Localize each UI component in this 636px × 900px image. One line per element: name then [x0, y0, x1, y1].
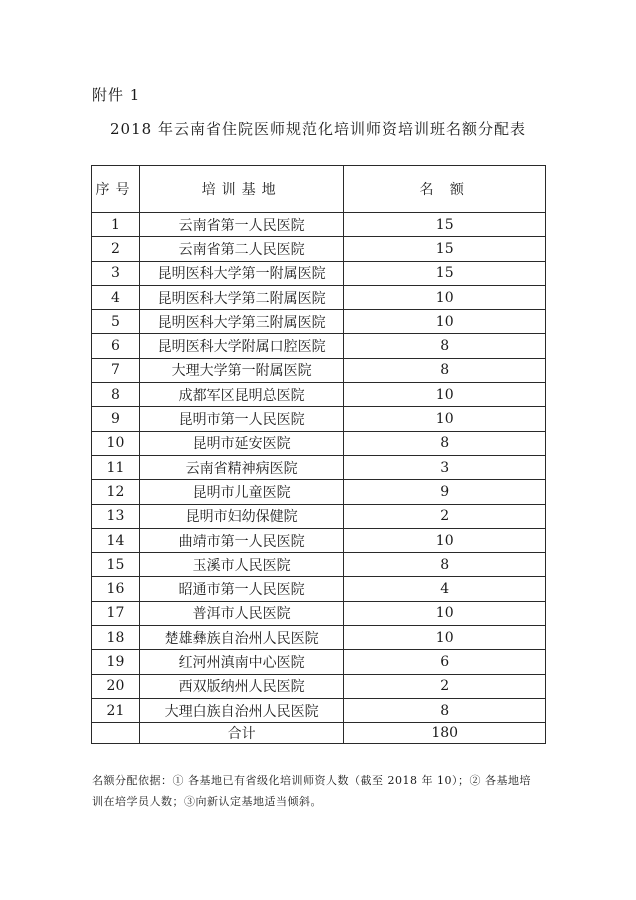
row-serial: 10 [92, 431, 140, 455]
row-quota: 2 [344, 674, 546, 698]
table-header-row [92, 166, 546, 213]
row-base: 云南省第二人民医院 [139, 237, 344, 261]
table-row [92, 334, 546, 358]
header-quota: 名 额 [344, 166, 546, 213]
row-base: 红河州滇南中心医院 [139, 650, 344, 674]
table-row [92, 285, 546, 309]
row-serial: 5 [92, 310, 140, 334]
table-row [92, 650, 546, 674]
row-base: 大理大学第一附属医院 [139, 358, 344, 382]
row-serial: 1 [92, 213, 140, 237]
row-quota: 10 [344, 528, 546, 552]
allocation-notes [92, 770, 552, 812]
row-quota: 10 [344, 310, 546, 334]
row-base: 昆明医科大学第二附属医院 [139, 285, 344, 309]
row-serial: 17 [92, 601, 140, 625]
row-quota: 10 [344, 383, 546, 407]
attachment-label: 附件 1 [92, 86, 141, 104]
row-quota: 10 [344, 601, 546, 625]
row-base: 昆明市延安医院 [139, 431, 344, 455]
table-row [92, 698, 546, 722]
row-quota: 10 [344, 626, 546, 650]
table-row [92, 383, 546, 407]
table-row [92, 213, 546, 237]
row-serial: 21 [92, 698, 140, 722]
row-base: 云南省第一人民医院 [139, 213, 344, 237]
table-row [92, 431, 546, 455]
row-serial: 14 [92, 528, 140, 552]
row-quota: 8 [344, 358, 546, 382]
table-row [92, 455, 546, 479]
row-serial: 19 [92, 650, 140, 674]
row-base: 昆明医科大学第三附属医院 [139, 310, 344, 334]
table-row [92, 261, 546, 285]
row-base: 昆明市儿童医院 [139, 480, 344, 504]
row-quota: 3 [344, 455, 546, 479]
row-serial: 3 [92, 261, 140, 285]
row-base: 西双版纳州人民医院 [139, 674, 344, 698]
row-quota: 8 [344, 431, 546, 455]
row-quota: 9 [344, 480, 546, 504]
table-row [92, 480, 546, 504]
row-quota: 8 [344, 698, 546, 722]
row-serial: 2 [92, 237, 140, 261]
table-body [92, 213, 546, 723]
row-quota: 15 [344, 213, 546, 237]
quota-table [91, 165, 546, 744]
total-label: 合计 [139, 723, 344, 744]
row-base: 普洱市人民医院 [139, 601, 344, 625]
table-row [92, 310, 546, 334]
row-serial: 15 [92, 553, 140, 577]
row-serial: 11 [92, 455, 140, 479]
table-row [92, 358, 546, 382]
table-row [92, 553, 546, 577]
header-base: 培训基地 [139, 166, 344, 213]
header-serial: 序号 [92, 166, 140, 213]
table-row [92, 674, 546, 698]
row-base: 云南省精神病医院 [139, 455, 344, 479]
row-quota: 2 [344, 504, 546, 528]
row-base: 昆明市妇幼保健院 [139, 504, 344, 528]
row-serial: 12 [92, 480, 140, 504]
table-row [92, 504, 546, 528]
row-base: 昆明医科大学附属口腔医院 [139, 334, 344, 358]
notes-line-1: 名额分配依据：① 各基地已有省级化培训师资人数（截至 2018 年 10）；② 各基地培 [92, 774, 531, 787]
row-serial: 4 [92, 285, 140, 309]
row-base: 昭通市第一人民医院 [139, 577, 344, 601]
document-title: 2018 年云南省住院医师规范化培训师资培训班名额分配表 [110, 120, 526, 138]
total-serial-cell [92, 723, 140, 744]
table-row [92, 601, 546, 625]
row-quota: 6 [344, 650, 546, 674]
row-base: 昆明市第一人民医院 [139, 407, 344, 431]
row-quota: 10 [344, 285, 546, 309]
table-row [92, 237, 546, 261]
row-serial: 13 [92, 504, 140, 528]
row-base: 曲靖市第一人民医院 [139, 528, 344, 552]
table-row [92, 577, 546, 601]
row-quota: 10 [344, 407, 546, 431]
total-value: 180 [344, 723, 546, 744]
row-base: 大理白族自治州人民医院 [139, 698, 344, 722]
row-base: 楚雄彝族自治州人民医院 [139, 626, 344, 650]
row-quota: 8 [344, 553, 546, 577]
row-base: 玉溪市人民医院 [139, 553, 344, 577]
row-base: 昆明医科大学第一附属医院 [139, 261, 344, 285]
table-row [92, 407, 546, 431]
row-serial: 8 [92, 383, 140, 407]
table-row [92, 528, 546, 552]
table-row [92, 626, 546, 650]
row-serial: 18 [92, 626, 140, 650]
row-base: 成都军区昆明总医院 [139, 383, 344, 407]
row-serial: 7 [92, 358, 140, 382]
row-quota: 15 [344, 261, 546, 285]
row-quota: 8 [344, 334, 546, 358]
row-serial: 9 [92, 407, 140, 431]
row-serial: 6 [92, 334, 140, 358]
notes-line-2: 训在培学员人数；③向新认定基地适当倾斜。 [92, 795, 322, 808]
row-quota: 4 [344, 577, 546, 601]
total-row [92, 723, 546, 744]
row-quota: 15 [344, 237, 546, 261]
row-serial: 16 [92, 577, 140, 601]
row-serial: 20 [92, 674, 140, 698]
